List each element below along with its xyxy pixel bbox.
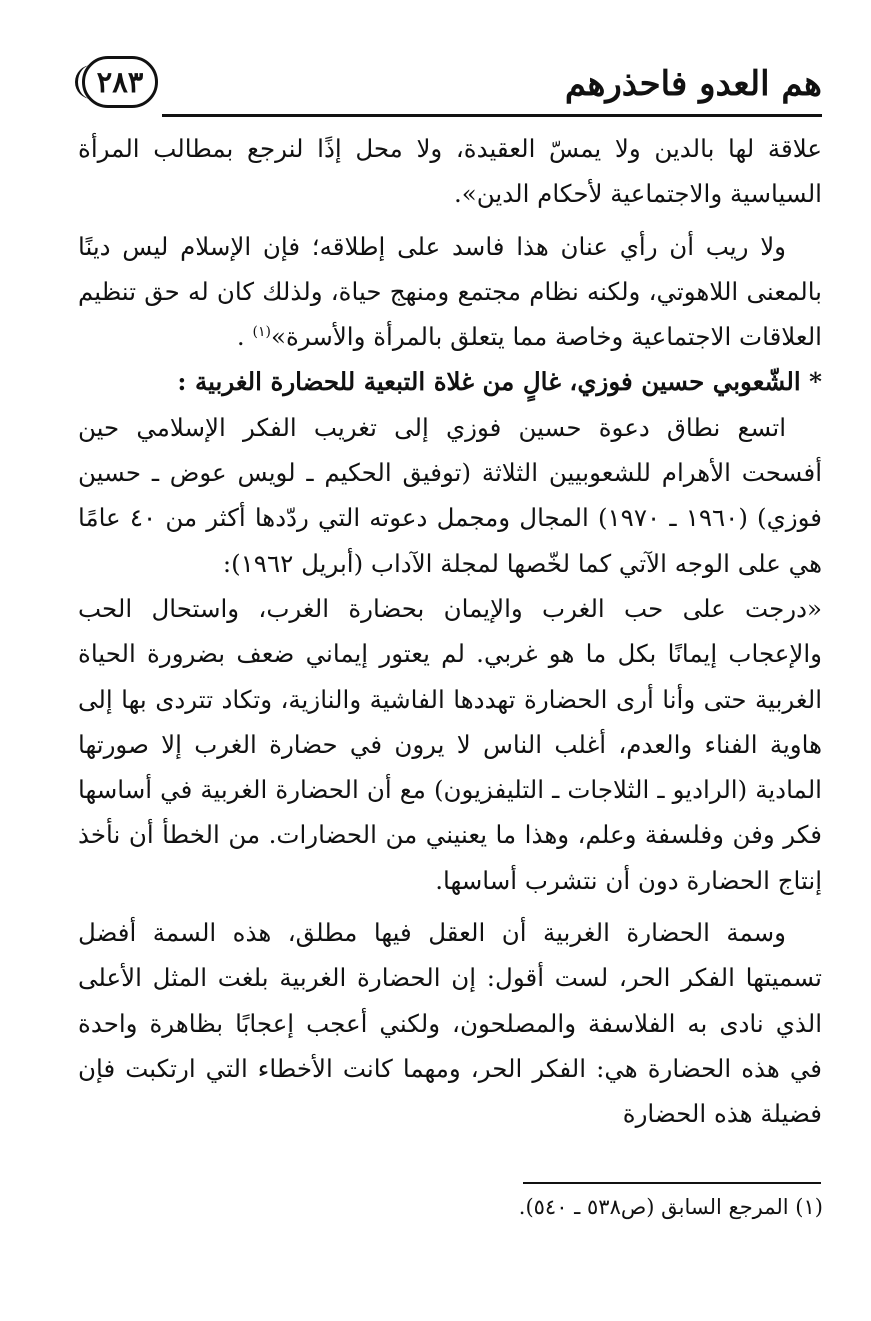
paragraph-4-quote: «درجت على حب الغرب والإيمان بحضارة الغرب، واستحال الحب والإعجاب إيمانًا بكل ما هو غربي. لم يعتور إيماني ضعف بضرورة الحياة الغربية حتى وأنا أرى الحضارة تهددها الفاشية والنازية، وتكاد تتردى بها إلى هاوية الفناء والعدم، أغلب الناس لا يرون في حضارة الغرب إلا صورتها المادية (الراديو ـ الثلاجات ـ التليفزيون) مع أن الحضارة الغربية في أساسها فكر وفن وفلسفة وعلم، وهذا ما يعنيني من الحضارات. من الخطأ أن نأخذ إنتاج الحضارة دون أن نتشرب أساسها. xyxy=(78,593,822,895)
header-rule xyxy=(162,114,822,117)
paragraph-5: وسمة الحضارة الغربية أن العقل فيها مطلق، هذه السمة أفضل تسميتها الفكر الحر، لست أقول: إن الحضارة الغربية بلغت المثل الأعلى الذي نادى به الفلاسفة والمصلحون، ولكني أعجب إعجابًا بظاهرة واحدة في هذه الحضارة هي: الفكر الحر، ومهما كانت الأخطاء التي ارتكبت فإن فضيلة هذه الحضارة xyxy=(78,918,822,1129)
footnote: (١) المرجع السابق (ص٥٣٨ ـ ٥٤٠). xyxy=(518,1195,823,1219)
paragraph-2-text: ولا ريب أن رأي عنان هذا فاسد على إطلاقه؛ فإن الإسلام ليس دينًا بالمعنى اللاهوتي، ولكنه نظام مجتمع ومنهج حياة، ولذلك كان له حق تنظيم العلاقات الاجتماعية وخاصة مما يتعلق بالمرأة والأسرة» xyxy=(78,231,822,352)
paragraph-1: علاقة لها بالدين ولا يمسّ العقيدة، ولا محل إذًا لنرجع بمطالب المرأة السياسية والاجتماعية لأحكام الدين». xyxy=(78,134,822,209)
page-number: ٢٨٣ xyxy=(96,65,144,99)
paragraph-3: اتسع نطاق دعوة حسين فوزي إلى تغريب الفكر الإسلامي حين أفسحت الأهرام للشعوبيين الثلاثة (توفيق الحكيم ـ لويس عوض ـ حسين فوزي) (١٩٦٠ ـ ١٩٧٠) المجال ومجمل دعوته التي ردّدها أكثر من ٤٠ عامًا هي على الوجه الآتي كما لخّصها لمجلة الآداب (أبريل ١٩٦٢): xyxy=(78,412,822,578)
paragraph-2-end: . xyxy=(236,322,253,352)
paragraph-2 xyxy=(78,224,822,360)
section-heading: * الشّعوبي حسين فوزي، غالٍ من غلاة التبعية للحضارة الغربية : xyxy=(177,367,822,397)
body-text xyxy=(78,126,822,1137)
page-number-frame xyxy=(82,56,158,108)
running-title: هم العدو فاحذرهم xyxy=(564,64,822,104)
page-header xyxy=(78,52,822,118)
footnote-rule xyxy=(523,1182,821,1184)
footnote-reference: (١) xyxy=(252,324,271,341)
